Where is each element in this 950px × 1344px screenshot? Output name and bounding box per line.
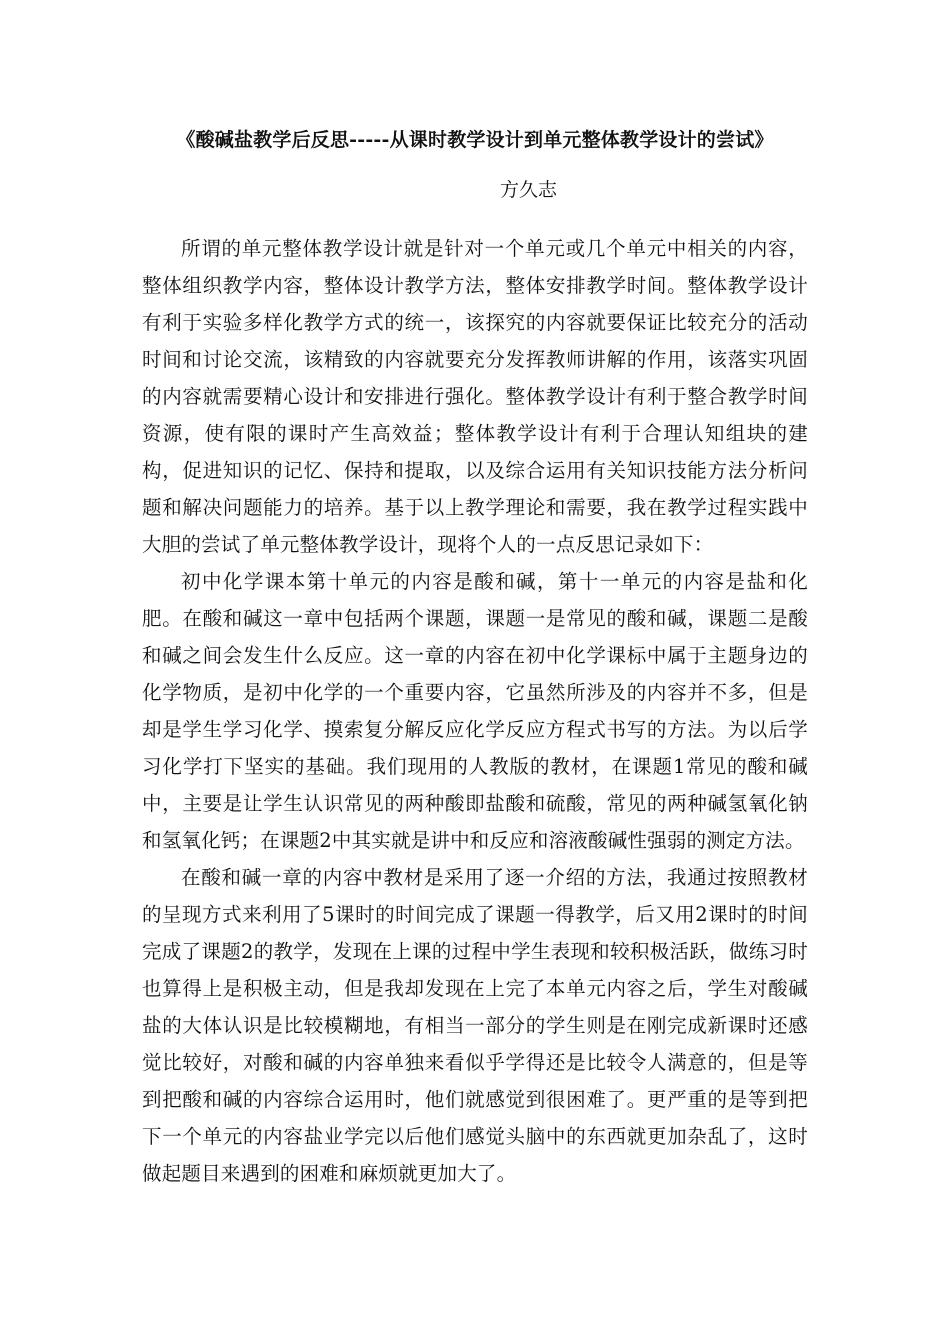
paragraph-2: 初中化学课本第十单元的内容是酸和碱，第十一单元的内容是盐和化肥。在酸和碱这一章中包括两个课题，课题一是常见的酸和碱，课题二是酸和碱之间会发生什么反应。这一章的内容在初中化学课标中属于主题身边的化学物质，是初中化学的一个重要内容，它虽然所涉及的内容并不多，但是却是学生学习化学、摸索复分解反应化学反应方程式书写的方法。为以后学习化学打下坚实的基础。我们现用的人教版的教材，在课题1常见的酸和碱中，主要是让学生认识常见的两种酸即盐酸和硫酸，常见的两种碱氢氧化钠和氢氧化钙；在课题2中其实就是讲中和反应和溶液酸碱性强弱的测定方法。 bbox=[142, 570, 808, 852]
paragraph-3: 在酸和碱一章的内容中教材是采用了逐一介绍的方法，我通过按照教材的呈现方式来利用了5课时的时间完成了课题一得教学，后又用2课时的时间完成了课题2的教学，发现在上课的过程中学生表现和较积极活跃，做练习时也算得上是积极主动，但是我却发现在上完了本单元内容之后，学生对酸碱盐的大体认识是比较模糊地，有相当一部分的学生则是在刚完成新课时还感觉比较好，对酸和碱的内容单独来看似乎学得还是比较令人满意的，但是等到把酸和碱的内容综合运用时，他们就感觉到很困难了。更严重的是等到把下一个单元的内容盐业学完以后他们感觉头脑中的东西就更加杂乱了，这时做起题目来遇到的困难和麻烦就更加大了。 bbox=[142, 866, 808, 1185]
document-title: 《酸碱盐教学后反思-----从课时教学设计到单元整体教学设计的尝试》 bbox=[176, 129, 774, 151]
document-body bbox=[142, 230, 808, 1192]
document-author: 方久志 bbox=[500, 179, 558, 201]
paragraph-1: 所谓的单元整体教学设计就是针对一个单元或几个单元中相关的内容，整体组织教学内容，整体设计教学方法，整体安排教学时间。整体教学设计有利于实验多样化教学方式的统一，该探究的内容就要保证比较充分的活动时间和讨论交流，该精致的内容就要充分发挥教师讲解的作用，该落实巩固的内容就需要精心设计和安排进行强化。整体教学设计有利于整合教学时间资源，使有限的课时产生高效益；整体教学设计有利于合理认知组块的建构，促进知识的记忆、保持和提取，以及综合运用有关知识技能方法分析问题和解决问题能力的培养。基于以上教学理论和需要，我在教学过程实践中大胆的尝试了单元整体教学设计，现将个人的一点反思记录如下： bbox=[142, 237, 808, 556]
